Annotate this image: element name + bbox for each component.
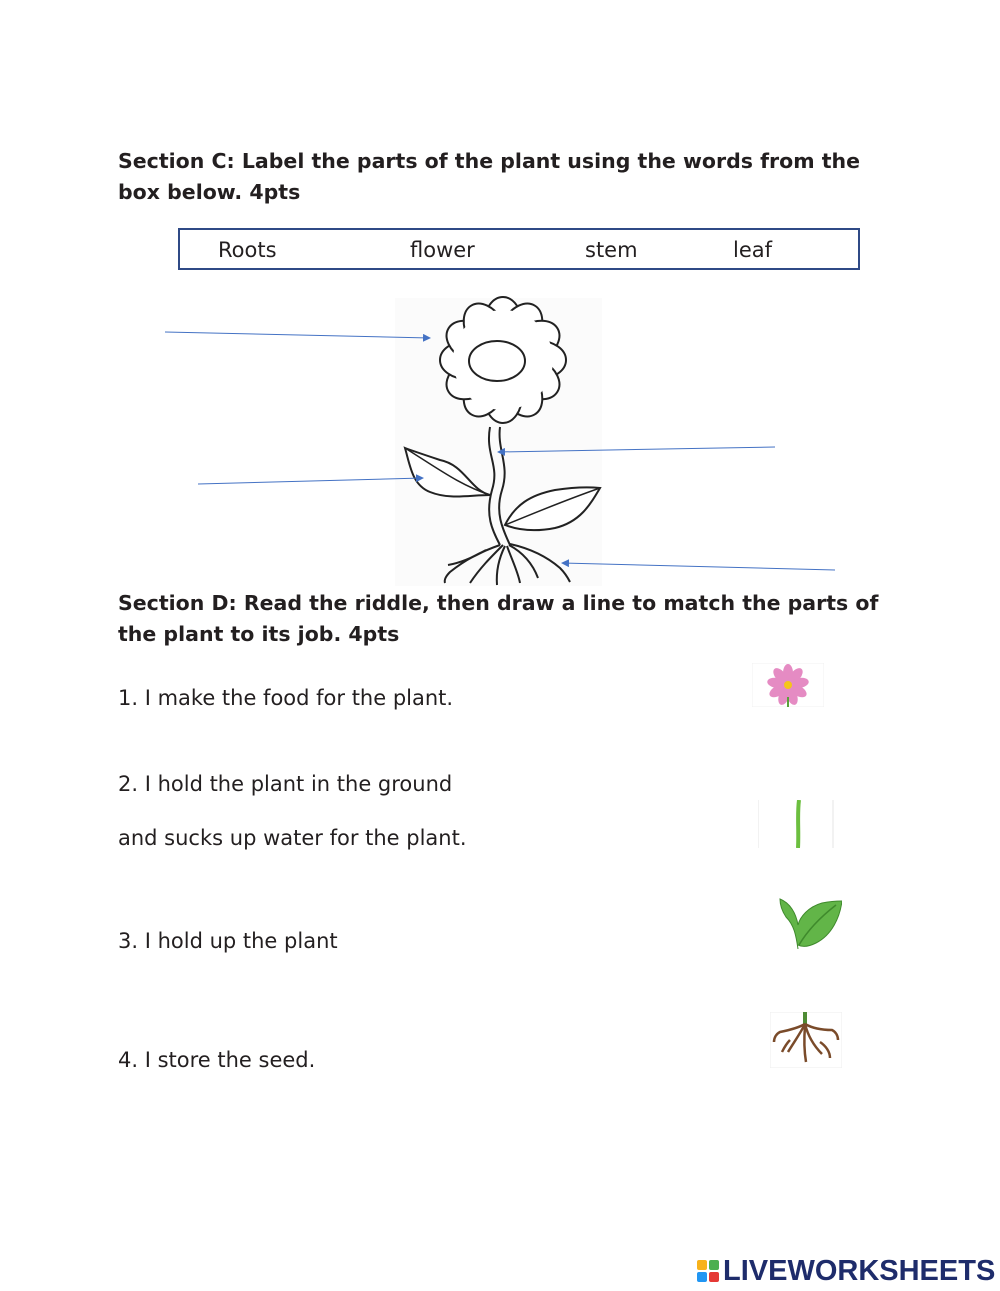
- plant-diagram: [0, 290, 1000, 590]
- riddle-3[interactable]: 3. I hold up the plant: [118, 929, 338, 953]
- riddle-4[interactable]: 4. I store the seed.: [118, 1048, 316, 1072]
- roots-picture[interactable]: [770, 1012, 842, 1068]
- logo-letter-e: [709, 1272, 719, 1282]
- arrow-roots: [562, 563, 835, 570]
- logo-letter-i: [709, 1260, 719, 1270]
- word-flower[interactable]: flower: [410, 238, 475, 262]
- word-stem[interactable]: stem: [585, 238, 638, 262]
- brand-name: LIVEWORKSHEETS: [723, 1254, 996, 1287]
- green-stem-icon: [798, 800, 799, 848]
- word-leaf[interactable]: leaf: [733, 238, 773, 262]
- riddle-2-line-2[interactable]: and sucks up water for the plant.: [118, 826, 467, 850]
- section-d-heading: Section D: Read the riddle, then draw a line to match the parts of the plant to its job. 4pts: [118, 591, 879, 646]
- arrow-flower: [165, 332, 430, 338]
- logo-squares-icon: [697, 1260, 719, 1282]
- arrow-leaf: [198, 478, 423, 484]
- logo-letter-l: [697, 1260, 707, 1270]
- liveworksheets-logo: [697, 1254, 995, 1288]
- flower-picture[interactable]: [752, 663, 824, 707]
- stem-picture[interactable]: [758, 800, 834, 848]
- riddle-2-line-1[interactable]: 2. I hold the plant in the ground: [118, 772, 453, 796]
- leaf-picture[interactable]: [756, 895, 842, 949]
- section-c-heading: Section C: Label the parts of the plant using the words from the box below. 4pts: [118, 149, 861, 204]
- logo-letter-v: [697, 1272, 707, 1282]
- sprout-icon: [803, 1012, 807, 1024]
- riddle-1[interactable]: 1. I make the food for the plant.: [118, 686, 454, 710]
- word-roots[interactable]: Roots: [218, 238, 277, 262]
- word-bank-box: [178, 228, 860, 270]
